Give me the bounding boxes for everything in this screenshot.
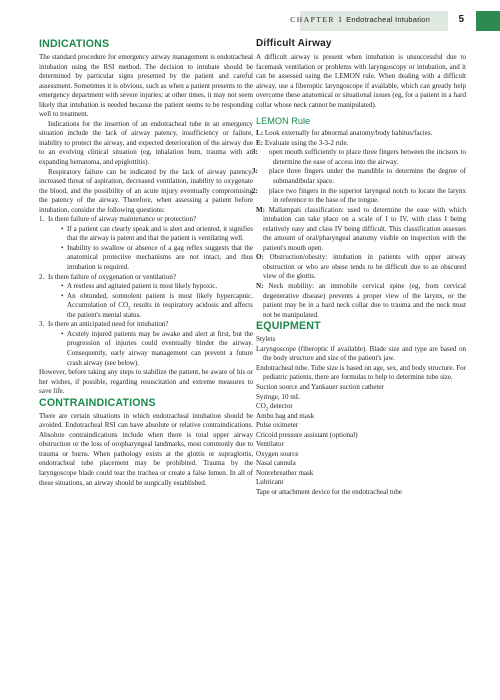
paragraph: Indications for the insertion of an endotracheal tube in an emergency situation include the lack of airway patency, insufficiency or failure, inability to protect the airway, and expected deterioration of the airway due to an evolving clinical situation (eg, inhalation burn, trauma with an expanding hematoma, and epiglottitis).	[39, 119, 253, 167]
rule-text: open mouth sufficiently to place three fingers between the incisors to determine the ease of access into the airway.	[269, 148, 466, 166]
bullet-list	[48, 330, 253, 368]
list-item: Ambu bag and mask	[256, 411, 315, 420]
lemon-list	[252, 129, 466, 320]
rule-item: 2: place two fingers in the superior laryngeal notch to locate the larynx in reference to the base of the tongue.	[252, 186, 466, 205]
chapter-number: 1	[337, 15, 343, 24]
lemon-item-e	[256, 139, 466, 149]
chapter-word: CHAPTER	[290, 15, 335, 24]
text-run: CO	[256, 402, 266, 411]
equipment-heading: EQUIPMENT	[256, 320, 321, 333]
paragraph: There are certain situations in which endotracheal intubation should be avoided. Endotracheal RSI can have absolute or relative contraindications. Absolute contraindications include when there is total upper airway obstruction or the loss of oropharyngeal landmarks, most commonly due to trauma or burns. When pathology exists at the glottis or supraglottis, endotracheal tube placement may be prohibited. Trauma by the laryngoscope blade could tear the trachea or create a false lumen. In all of these situations, an airway should be surgically established.	[39, 411, 253, 487]
list-item	[256, 402, 466, 412]
list-item: 2. Is there failure of oxygenation or ventilation? • A restless and agitated patient is most likely hypoxic. • An obtunded, somnolent patient is most likely hypercapnic. Accumulation of $CO_2$ results in respiratory acidosis and affects the patient's mental status.	[39, 273, 253, 321]
list-item: 1. Is there failure of airway maintenance or protection? • If a patient can clearly speak and is alert and oriented, it signifies that the airway is patent and that the patient is ventilating well. • Inability to swallow or absence of a gag reflex suggests that the anatomical protective mechanisms are not intact, and thus intubation is required.	[39, 215, 253, 272]
left-column	[39, 38, 253, 488]
lemon-item-o	[256, 253, 466, 282]
question-text: Is there failure of airway maintenance or protection?	[48, 215, 197, 224]
list-item: • Acutely injured patients may be awake and alert at first, but the progression of injuries could eventually hinder the airway. Consequently, early airway management can prevent a future crash airway (see below).	[61, 330, 253, 368]
contraindications-heading: CONTRAINDICATIONS	[39, 396, 156, 409]
lemon-item-m	[256, 206, 466, 254]
lemon-heading: LEMON Rule	[256, 116, 311, 127]
difficult-airway-heading: Difficult Airway	[256, 38, 332, 49]
lemon-item-n	[256, 282, 466, 320]
paragraph: A difficult airway is present when intubation is unsuccessful due to facemask ventilation or problems with laryngoscopy or intubation, and it can be assessed using the LEMON rule. When dealing with a difficult airway, use a fiberoptic laryngoscope if available, which can greatly help overcome these anatomical or situational issues (eg, for a patient in a hard collar whose neck cannot be manipulated).	[256, 53, 466, 109]
question-text: Is there failure of oxygenation or ventilation?	[48, 272, 176, 281]
question-text: Is there an anticipated need for intubation?	[48, 320, 169, 329]
list-item: Laryngoscope (fiberoptic if available). Blade size and type are based on the body structure and size of the patient's jaw.	[256, 344, 466, 363]
chapter-title: Endotracheal Intubation	[346, 15, 430, 24]
list-item: • Inability to swallow or absence of a gag reflex suggests that the anatomical protective mechanisms are not intact, and thus intubation is required.	[61, 244, 253, 273]
lemon-item-l	[256, 129, 466, 139]
lemon-key: E:	[256, 138, 264, 147]
bullet-list	[48, 282, 253, 320]
rule-text: place two fingers in the superior laryngeal notch to locate the larynx in reference to the base of the tongue.	[269, 186, 466, 205]
list-item: Lubricant	[256, 478, 284, 487]
lemon-text: Mallampati classification: used to determine the ease with which intubation can take place on a scale of I to IV, with class I being relatively easy and class IV being difficult. This classification assesses the amount of oral/pharyngeal anatomy visible on inspection with the patient's mouth open.	[263, 205, 466, 252]
paragraph: However, before taking any steps to stabilize the patient, be aware of his or her wishes, if possible, regarding resuscitation and extreme measures to save life.	[39, 368, 253, 396]
list-item: Nasal cannula	[256, 459, 296, 468]
list-item: • A restless and agitated patient is most likely hypoxic.	[61, 282, 253, 292]
list-item: 3. Is there an anticipated need for intubation? • Acutely injured patients may be awake and alert at first, but the progression of injuries could eventually hinder the airway. Consequently, early airway management can prevent a future crash airway (see below).	[39, 320, 253, 368]
text-run: results in respiratory acidosis and affects the patient's mental status.	[67, 301, 253, 319]
subscript: 2	[265, 407, 269, 413]
page-tab	[476, 11, 500, 31]
list-item: Suction source and Yankauer suction catheter	[256, 382, 384, 391]
indications-heading: INDICATIONS	[39, 38, 110, 50]
list-item: Cricoid pressure assistant (optional)	[256, 430, 358, 439]
lemon-text: Obstruction/obesity: intubation in patients with upper airway obstruction or who are obese tends to be difficult due to an obscured view of the glottis.	[263, 253, 466, 281]
list-item: Pulse oximeter	[256, 421, 299, 430]
lemon-text: Look externally for abnormal anatomy/body habitus/facies.	[264, 129, 433, 138]
question-list	[39, 215, 253, 368]
list-item: Oxygen source	[256, 449, 299, 458]
paragraph: The standard procedure for emergency airway management is endotracheal intubation using the RSI method. The decision to intubate should be determined by particular signs presented by the patient and careful assessment. Sometimes it is obvious, such as when a patient presents to the emergency department with severe injuries; at other times, it may not seem likely that intubation is needed because the patient seems to be responding well to treatment.	[39, 53, 253, 119]
list-item: Endotracheal tube. Tube size is based on age, sex, and body structure. For pediatric patients, there are formulas to help to determine tube size.	[256, 363, 466, 382]
lemon-key: O:	[256, 253, 264, 262]
list-item: Tape or attachment device for the endotracheal tube	[256, 487, 403, 496]
page-number: 5	[458, 14, 464, 25]
list-item: • If a patient can clearly speak and is alert and oriented, it signifies that the airway is patent and that the patient is ventilating well.	[61, 225, 253, 244]
right-column	[252, 38, 466, 498]
subscript: 2	[128, 306, 131, 312]
paragraph: Respiratory failure can be indicated by the lack of airway patency, increased threat of aspiration, decreased ventilation, inability to oxygenate the blood, and the possibility of an acute injury eventually compromising the patency of the airway. Therefore, when assessing a patient before intubation, consider the following questions:	[39, 167, 253, 214]
equipment-list	[256, 335, 466, 497]
list-item: Nonrebreather mask	[256, 468, 314, 477]
list-item: Syringe, 10 mL	[256, 392, 301, 401]
list-item	[61, 292, 253, 321]
rule-item: 3: place three fingers under the mandible to determine the degree of submandibular space.	[252, 167, 466, 186]
lemon-key: N:	[256, 282, 264, 291]
lemon-key: L:	[256, 129, 264, 138]
running-header	[0, 11, 500, 31]
bullet-list	[48, 225, 253, 273]
list-item: Ventilator	[256, 440, 284, 449]
text-run: detector	[268, 402, 293, 411]
chapter-label	[290, 15, 430, 24]
list-item: Stylets	[256, 335, 276, 344]
lemon-text: Neck mobility: an immobile cervical spine (eg, from cervical degenerative disease) prevents a proper view of the larynx, or the patient may be in a hard neck collar due to trauma and the neck must not be manipulated.	[263, 282, 466, 319]
lemon-key: M:	[256, 205, 265, 214]
rule-text: place three fingers under the mandible to determine the degree of submandibular space.	[269, 167, 466, 186]
lemon-text: Evaluate using the 3-3-2 rule.	[264, 138, 349, 147]
text-run: An obtunded, somnolent patient is most likely hypercapnic. Accumulation of CO	[67, 291, 253, 310]
rule-item: 3: open mouth sufficiently to place three fingers between the incisors to determine the ease of access into the airway.	[252, 148, 466, 166]
